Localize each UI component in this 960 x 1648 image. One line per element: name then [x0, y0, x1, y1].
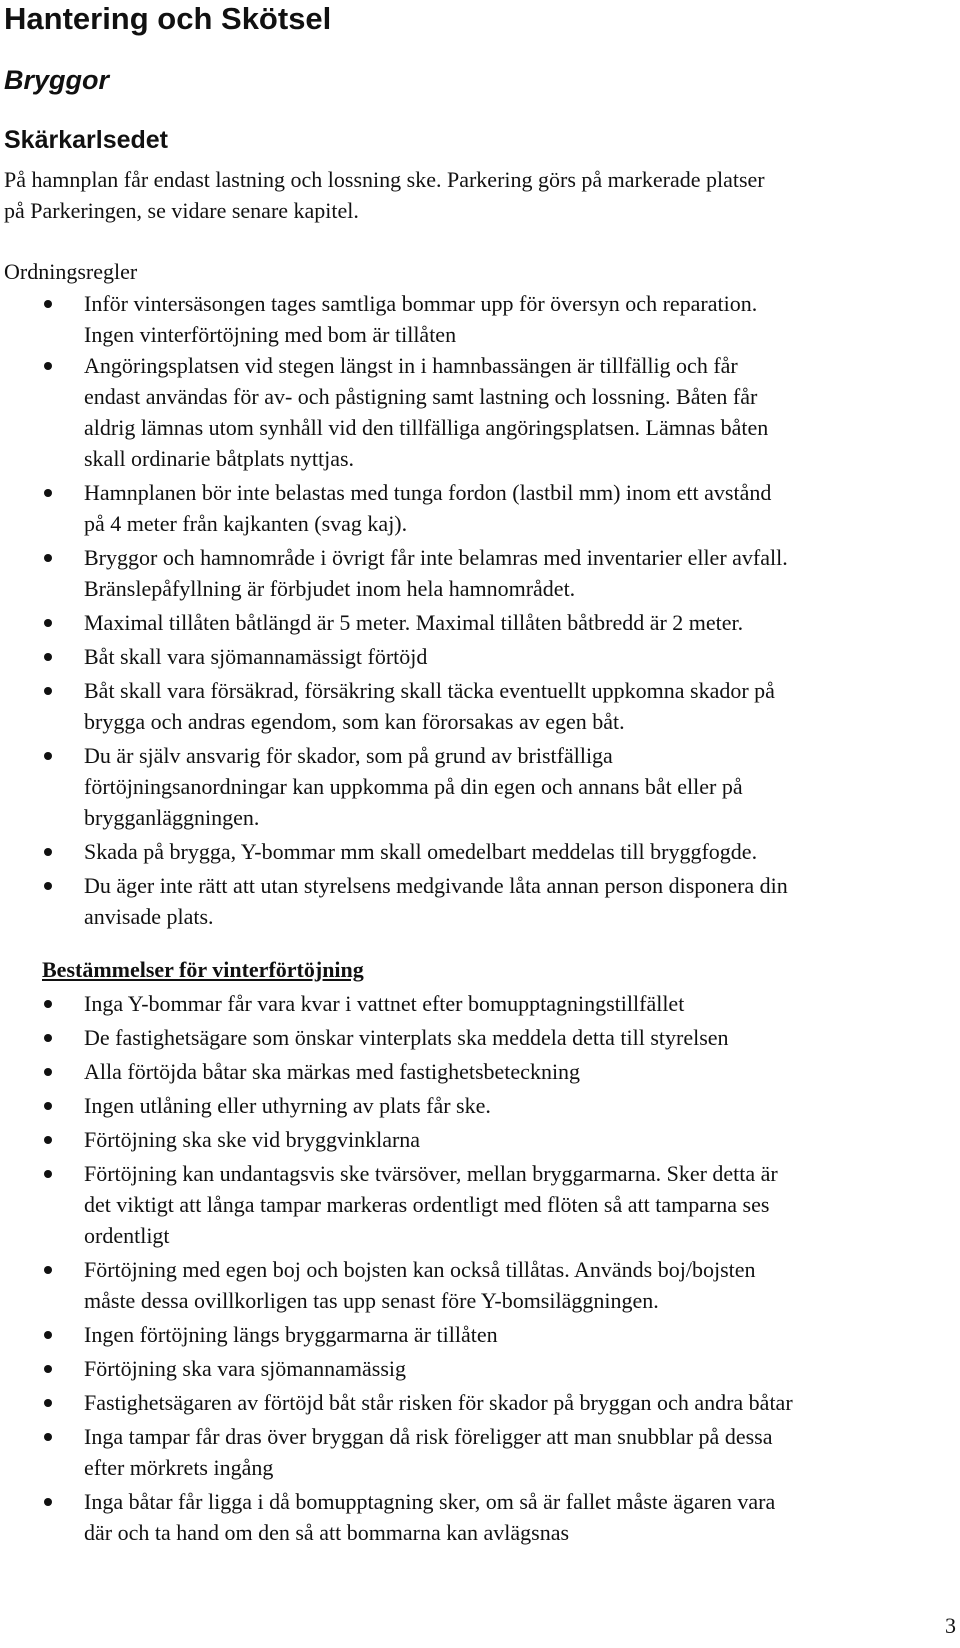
rule-item-line: Bränslepåfyllning är förbjudet inom hela hamnområdet.: [84, 576, 576, 601]
rule-item-line: endast användas för av- och påstigning samt lastning och lossning. Båten får: [84, 384, 758, 409]
bullet-icon: [44, 362, 52, 370]
rule-item-line: på 4 meter från kajkanten (svag kaj).: [84, 511, 408, 536]
bullet-icon: [44, 882, 52, 890]
rule-item: [4, 350, 954, 474]
winter-rule-item: [4, 1486, 954, 1548]
winter-rule-item-line: Alla förtöjda båtar ska märkas med fastighetsbeteckning: [84, 1059, 581, 1084]
rule-item-line: Skada på brygga, Y-bommar mm skall omedelbart meddelas till bryggfogde.: [84, 839, 758, 864]
winter-rule-item: [4, 1353, 954, 1384]
rules-heading: Ordningsregler: [4, 259, 138, 284]
bullet-icon: [44, 1136, 52, 1144]
rule-item-line: anvisade plats.: [84, 904, 214, 929]
rule-item-line: Du är själv ansvarig för skador, som på grund av bristfälliga: [84, 743, 613, 768]
rule-item-line: Ingen vinterförtöjning med bom är tillåten: [84, 322, 457, 347]
bullet-icon: [44, 619, 52, 627]
winter-rule-item-line: Ingen utlåning eller uthyrning av plats får ske.: [84, 1093, 491, 1118]
winter-rules-heading: [42, 954, 364, 985]
winter-rule-item: [4, 1124, 954, 1155]
rule-item-line: förtöjningsanordningar kan uppkomma på din egen och annans båt eller på: [84, 774, 743, 799]
rule-item: [4, 870, 954, 932]
rule-item: [4, 836, 954, 867]
winter-heading-text: Bestämmelser för vinterförtöjning: [42, 957, 364, 982]
rule-item-line: Angöringsplatsen vid stegen längst in i hamnbassängen är tillfällig och får: [84, 353, 738, 378]
winter-rule-item-line: det viktigt att långa tampar markeras ordentligt med flöten så att tamparna ses: [84, 1192, 770, 1217]
intro-paragraph: [4, 164, 944, 226]
winter-rule-item-line: där och ta hand om den så att bommarna kan avlägsnas: [84, 1520, 570, 1545]
bullet-icon: [44, 1365, 52, 1373]
rule-item-line: Du äger inte rätt att utan styrelsens medgivande låta annan person disponera din: [84, 873, 788, 898]
bullet-icon: [44, 653, 52, 661]
rule-item-line: Maximal tillåten båtlängd är 5 meter. Maximal tillåten båtbredd är 2 meter.: [84, 610, 744, 635]
winter-rule-item: [4, 1254, 954, 1316]
winter-rule-item-line: Förtöjning med egen boj och bojsten kan också tillåtas. Används boj/bojsten: [84, 1257, 756, 1282]
winter-rule-item-line: efter mörkrets ingång: [84, 1455, 274, 1480]
bullet-icon: [44, 1102, 52, 1110]
rule-item: [4, 607, 954, 638]
subsection-title: Skärkarlsedet: [4, 126, 169, 154]
bullet-icon: [44, 554, 52, 562]
page-number: 3: [945, 1613, 956, 1638]
bullet-icon: [44, 300, 52, 308]
rule-item-line: brygga och andras egendom, som kan förorsakas av egen båt.: [84, 709, 625, 734]
rules-list: [4, 288, 954, 935]
bullet-icon: [44, 1399, 52, 1407]
winter-rule-item-line: Ingen förtöjning längs bryggarmarna är tillåten: [84, 1322, 498, 1347]
rule-item: [4, 288, 954, 350]
winter-rule-item-line: ordentligt: [84, 1223, 170, 1248]
bullet-icon: [44, 848, 52, 856]
bullet-icon: [44, 687, 52, 695]
winter-rule-item: [4, 1022, 954, 1053]
winter-rules-list: [4, 988, 954, 1551]
bullet-icon: [44, 489, 52, 497]
rule-item-line: Båt skall vara sjömannamässigt förtöjd: [84, 644, 428, 669]
rule-item: [4, 542, 954, 604]
bullet-icon: [44, 1000, 52, 1008]
winter-rule-item-line: Inga Y-bommar får vara kvar i vattnet efter bomupptagningstillfället: [84, 991, 685, 1016]
rule-item-line: Inför vintersäsongen tages samtliga bommar upp för översyn och reparation.: [84, 291, 758, 316]
winter-rule-item: [4, 1090, 954, 1121]
winter-rule-item: [4, 1158, 954, 1251]
intro-line: på Parkeringen, se vidare senare kapitel.: [4, 198, 359, 223]
winter-rule-item-line: Inga tampar får dras över bryggan då risk föreligger att man snubblar på dessa: [84, 1424, 773, 1449]
rule-item: [4, 641, 954, 672]
rule-item: [4, 477, 954, 539]
rule-item-line: skall ordinarie båtplats nyttjas.: [84, 446, 355, 471]
section-title: Bryggor: [4, 65, 110, 95]
bullet-icon: [44, 1170, 52, 1178]
winter-rule-item-line: Förtöjning ska ske vid bryggvinklarna: [84, 1127, 421, 1152]
winter-rule-item: [4, 988, 954, 1019]
winter-rule-item: [4, 1319, 954, 1350]
bullet-icon: [44, 1034, 52, 1042]
bullet-icon: [44, 1266, 52, 1274]
winter-rule-item-line: måste dessa ovillkorligen tas upp senast före Y-bomsiläggningen.: [84, 1288, 659, 1313]
winter-rule-item-line: De fastighetsägare som önskar vinterplats ska meddela detta till styrelsen: [84, 1025, 729, 1050]
bullet-icon: [44, 1068, 52, 1076]
winter-rule-item: [4, 1421, 954, 1483]
document-title: Hantering och Skötsel: [4, 1, 332, 36]
rule-item-line: Hamnplanen bör inte belastas med tunga fordon (lastbil mm) inom ett avstånd: [84, 480, 772, 505]
rule-item: [4, 675, 954, 737]
winter-rule-item-line: Förtöjning ska vara sjömannamässig: [84, 1356, 407, 1381]
rule-item: [4, 740, 954, 833]
winter-rule-item: [4, 1056, 954, 1087]
bullet-icon: [44, 1498, 52, 1506]
rule-item-line: aldrig lämnas utom synhåll vid den tillfälliga angöringsplatsen. Lämnas båten: [84, 415, 769, 440]
rule-item-line: brygganläggningen.: [84, 805, 260, 830]
rule-item-line: Båt skall vara försäkrad, försäkring skall täcka eventuellt uppkomna skador på: [84, 678, 775, 703]
winter-rule-item-line: Fastighetsägaren av förtöjd båt står risken för skador på bryggan och andra båtar: [84, 1390, 793, 1415]
winter-rule-item: [4, 1387, 954, 1418]
bullet-icon: [44, 1433, 52, 1441]
winter-rule-item-line: Förtöjning kan undantagsvis ske tvärsöver, mellan bryggarmarna. Sker detta är: [84, 1161, 778, 1186]
bullet-icon: [44, 752, 52, 760]
bullet-icon: [44, 1331, 52, 1339]
winter-rule-item-line: Inga båtar får ligga i då bomupptagning sker, om så är fallet måste ägaren vara: [84, 1489, 776, 1514]
intro-line: På hamnplan får endast lastning och lossning ske. Parkering görs på markerade platser: [4, 167, 765, 192]
rule-item-line: Bryggor och hamnområde i övrigt får inte belamras med inventarier eller avfall.: [84, 545, 788, 570]
